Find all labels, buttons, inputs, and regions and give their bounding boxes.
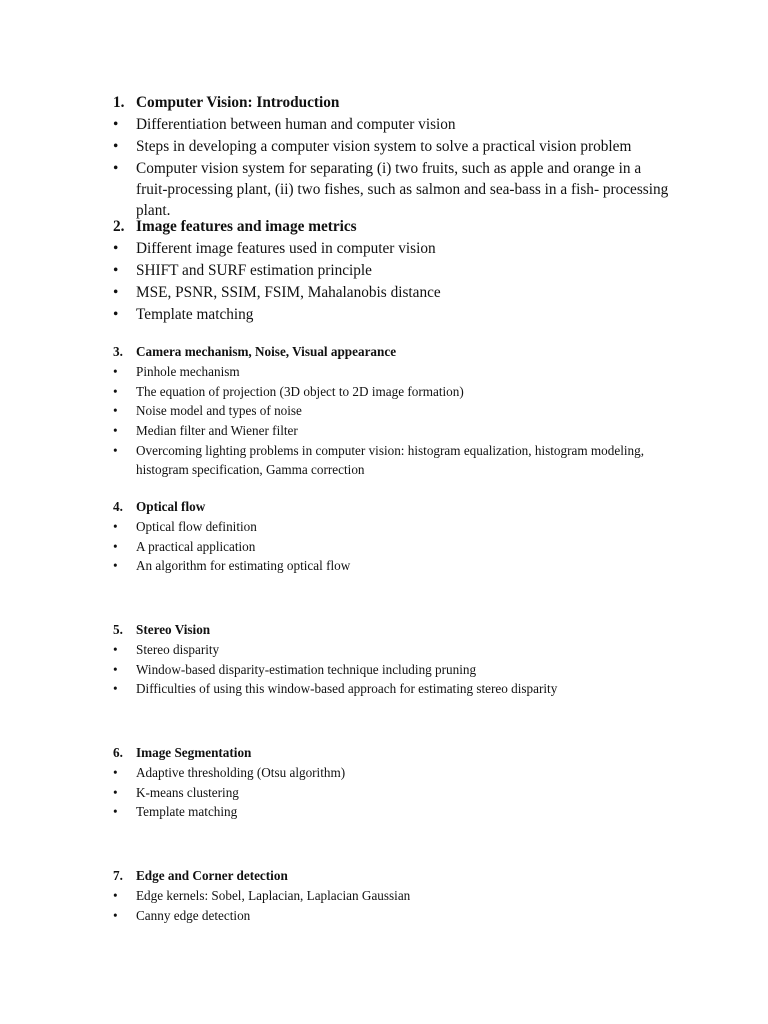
bullet-icon: • xyxy=(113,306,119,323)
list-item-text: Pinhole mechanism xyxy=(136,363,240,379)
section-title: Stereo Vision xyxy=(136,622,211,637)
list-item-text: Median filter and Wiener filter xyxy=(136,423,298,439)
bullet-icon: • xyxy=(113,661,118,677)
section-number: 1. xyxy=(113,94,125,111)
list-item-text: Template matching xyxy=(136,306,254,323)
bullet-icon: • xyxy=(113,804,118,820)
list-item-text: Different image features used in computer vision xyxy=(136,240,436,257)
bullet-icon: • xyxy=(113,641,118,657)
list-item-text: Steps in developing a computer vision system to solve a practical vision problem xyxy=(136,138,632,155)
list-item-text: An algorithm for estimating optical flow xyxy=(136,558,351,574)
list-item-text: Differentiation between human and computer vision xyxy=(136,116,456,133)
bullet-icon: • xyxy=(113,442,118,458)
list-item-text: Template matching xyxy=(136,804,238,820)
section-number: 5. xyxy=(113,622,123,637)
list-item-text: Optical flow definition xyxy=(136,518,257,534)
section-title: Camera mechanism, Noise, Visual appearance xyxy=(136,344,397,359)
bullet-icon: • xyxy=(113,681,118,697)
bullet-icon: • xyxy=(113,363,118,379)
bullet-icon: • xyxy=(113,907,118,923)
bullet-icon: • xyxy=(113,764,118,780)
list-item-text: The equation of projection (3D object to 2D image formation) xyxy=(136,383,464,399)
bullet-icon: • xyxy=(113,558,118,574)
section-title: Image Segmentation xyxy=(136,745,252,760)
bullet-icon: • xyxy=(113,403,118,419)
bullet-icon: • xyxy=(113,784,118,800)
section-number: 7. xyxy=(113,868,123,883)
section-title: Edge and Corner detection xyxy=(136,868,288,883)
list-item-text: Overcoming lighting problems in computer vision: histogram equalization, histogram modeling, histogram specification, Gamma correction xyxy=(136,442,645,478)
section-number: 6. xyxy=(113,745,123,760)
list-item-text: Difficulties of using this window-based approach for estimating stereo disparity xyxy=(136,681,558,697)
bullet-icon: • xyxy=(113,160,119,177)
bullet-icon: • xyxy=(113,138,119,155)
section-title: Optical flow xyxy=(136,499,206,514)
bullet-icon: • xyxy=(113,423,118,439)
list-item-text: Adaptive thresholding (Otsu algorithm) xyxy=(136,764,346,780)
list-item-text: Canny edge detection xyxy=(136,907,251,923)
bullet-icon: • xyxy=(113,538,118,554)
list-item-text: Stereo disparity xyxy=(136,641,220,657)
list-item-text: Computer vision system for separating (i) two fruits, such as apple and orange in a fruit-processing plant, (ii) two fishes, such as salmon and sea-bass in a fish- processing plant. xyxy=(136,160,669,219)
list-item-text: K-means clustering xyxy=(136,784,239,800)
bullet-icon: • xyxy=(113,887,118,903)
section-title: Image features and image metrics xyxy=(136,218,357,235)
bullet-icon: • xyxy=(113,383,118,399)
section-number: 4. xyxy=(113,499,123,514)
bullet-icon: • xyxy=(113,262,119,279)
list-item-text: Window-based disparity-estimation technique including pruning xyxy=(136,661,477,677)
bullet-icon: • xyxy=(113,518,118,534)
bullet-icon: • xyxy=(113,116,119,133)
list-item-text: MSE, PSNR, SSIM, FSIM, Mahalanobis distance xyxy=(136,284,441,301)
section-number: 3. xyxy=(113,344,123,359)
list-item-text: SHIFT and SURF estimation principle xyxy=(136,262,372,279)
list-item-text: Edge kernels: Sobel, Laplacian, Laplacian Gaussian xyxy=(136,887,411,903)
list-item-text: Noise model and types of noise xyxy=(136,403,302,419)
section-number: 2. xyxy=(113,218,125,235)
list-item-text: A practical application xyxy=(136,538,256,554)
section-title: Computer Vision: Introduction xyxy=(136,94,340,111)
bullet-icon: • xyxy=(113,240,119,257)
bullet-icon: • xyxy=(113,284,119,301)
